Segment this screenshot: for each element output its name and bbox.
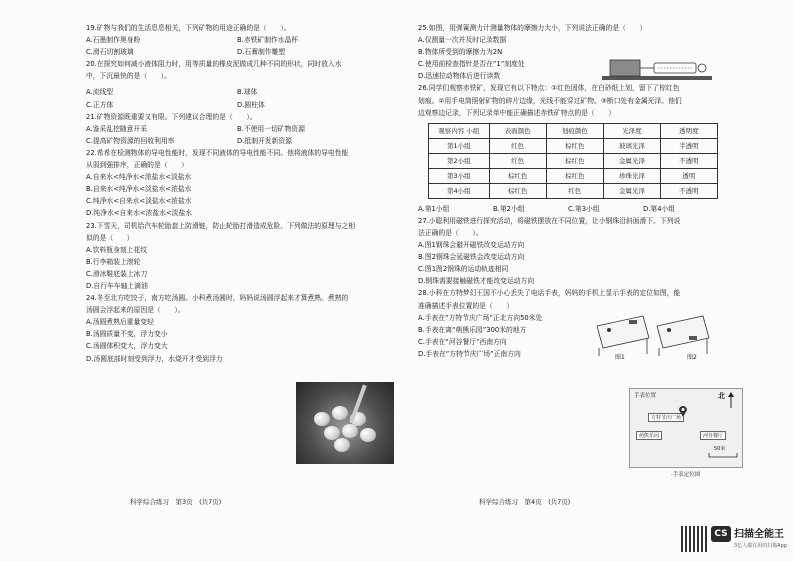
q27-stem-2: 法正确的是（ ）。: [418, 228, 483, 237]
q22-stem-2: 从弱到强排序，正确的是（ ）: [86, 161, 188, 170]
table-header-cell: 光泽度: [603, 123, 660, 138]
left-questions: [86, 22, 388, 365]
table-row: [429, 168, 718, 183]
table-cell: 棕红色: [546, 168, 603, 183]
q22-stem-1: 22.希希在检测物体的导电性能时，发现不同液体的导电性能不同。他将液体的导电性能: [86, 148, 349, 157]
spring-scale-figure: [602, 56, 712, 82]
q19-option-b: B.赤铁矿制作水晶杯: [237, 36, 299, 45]
table-cell: 第2小组: [429, 153, 490, 168]
table-header-row: [429, 123, 718, 138]
map-scale-label: 50米: [714, 446, 726, 452]
figure-2: [657, 316, 709, 356]
table-cell: 红色: [489, 153, 546, 168]
q20-option-a: A.流线型: [86, 88, 114, 97]
q22-option-b: B.自来水<纯净水<淡盐水<浓盐水: [86, 185, 192, 194]
table-cell: 棕红色: [546, 138, 603, 153]
q23-option-b: B.行李箱装上滚轮: [86, 257, 141, 266]
table-surface: [602, 76, 712, 80]
watch-location-map: [629, 388, 743, 468]
table-cell: 棕红色: [489, 183, 546, 198]
table-cell: 珍珠光泽: [603, 168, 660, 183]
table-cell: 半透明: [660, 138, 717, 153]
q28-option-b: B.手表在离“萌熊乐园”300米的地方: [418, 325, 527, 334]
q24-option-d: D.汤圆底部时刻受到浮力，水烧开才受到浮力: [86, 354, 223, 363]
q19-option-d: D.石膏制作雕塑: [237, 48, 286, 57]
q23-stem-1: 23.下雪天，司机给汽车轮胎套上防滑链，防止轮胎打滑造成危险。下列做法的原理与之相: [86, 221, 356, 230]
q20-stem-2: 中，下沉最快的是（ ）。: [86, 72, 171, 81]
north-arrow-icon: [727, 392, 735, 408]
observation-table: [428, 123, 718, 199]
table-header-cell: 表面颜色: [489, 123, 546, 138]
left-footer: 科学综合练习 第3页 (共7页): [130, 498, 222, 506]
table-header-cell: 透明度: [660, 123, 717, 138]
magnet-ramp-figures: [593, 308, 713, 358]
table-cell: 棕红色: [546, 153, 603, 168]
location-pin-icon: [678, 405, 688, 417]
q24-option-b: B.汤圆质量不变，浮力变小: [86, 330, 168, 339]
qr-code-icon: [681, 526, 707, 552]
q21-option-c: C.提高矿物资源的回收利用率: [86, 136, 175, 145]
right-page: [397, 0, 794, 561]
q28-stem-2: 准确描述手表位置的是（ ）: [418, 301, 514, 310]
q27-stem-1: 27.小聪利用磁铁进行探究活动，将磁铁摆放在不同位置，让小钢珠沿斜面滑下。下列说: [418, 216, 681, 225]
table-cell: 金属光泽: [603, 153, 660, 168]
magnet: [629, 320, 637, 324]
q26-option-a: A.第1小组: [418, 204, 450, 213]
q27-option-d: D.钢珠需要接触磁铁才能改变运动方向: [418, 277, 535, 286]
block: [610, 60, 640, 76]
steel-ball: [607, 328, 611, 332]
q20-option-d: D.圆柱体: [237, 100, 265, 109]
q21-option-d: D.抵制开发新资源: [237, 136, 292, 145]
q20-option-b: B.球体: [237, 88, 258, 97]
table-cell: 第3小组: [429, 168, 490, 183]
steel-ball: [667, 328, 671, 332]
q24-option-c: C.汤圆体积变大，浮力变大: [86, 342, 168, 351]
q22-option-a: A.自来水<纯净水<浓盐水<淡盐水: [86, 173, 192, 182]
table-cell: 不透明: [660, 183, 717, 198]
table-row: [429, 138, 718, 153]
q23-option-d: D.自行车车轴上滴油: [86, 281, 148, 290]
right-footer: 科学综合练习 第4页 (共7页): [479, 498, 571, 506]
table-cell: 棕红色: [489, 168, 546, 183]
q28-option-d: D.手表在“方特节庆广场”正南方向: [418, 349, 521, 358]
q28-option-c: C.手表在“河谷餐厅”西南方向: [418, 337, 507, 346]
q25-stem: 25.如图，用弹簧测力计测量物体的摩擦力大小，下列说法正确的是（ ）: [418, 24, 647, 32]
camscanner-logo: CS: [711, 526, 731, 542]
table-row: [429, 153, 718, 168]
q25-option-d: D.迅速拉动物体后进行读数: [418, 72, 501, 81]
q21-stem: 21.矿物资源既重要又有限。下列建议合理的是（ ）。: [86, 112, 257, 121]
scanner-app-name: 扫描全能王: [734, 529, 784, 540]
table-cell: 玻璃光泽: [603, 138, 660, 153]
figure-1: [597, 316, 649, 356]
table-cell: 红色: [489, 138, 546, 153]
q23-option-c: C.滑冰鞋底装上冰刀: [86, 269, 148, 278]
q24-stem-2: 汤圆会浮起来的原因是（ ）。: [86, 306, 185, 315]
q21-option-a: A.鉴采乱挖随意开采: [86, 124, 148, 133]
q20-stem-1: 20.在探究如何减小液体阻力时，用等质量的橡皮泥做成几种不同的形状，同时放入水: [86, 60, 342, 69]
magnet: [689, 336, 697, 340]
scanner-app-tagline: 3亿人都在用的扫描App: [734, 543, 787, 549]
spring-scale: [654, 63, 696, 73]
table-header-cell: 观察内容 小组: [429, 123, 490, 138]
table-row: [429, 183, 718, 198]
q28-option-a: A.手表在“方特节庆广场”正北方向50米处: [418, 313, 543, 322]
q24-stem-1: 24.冬至北方吃饺子，南方吃汤圆。小科煮汤圆时，妈妈说汤圆浮起来才算煮熟。煮熟的: [86, 294, 349, 303]
q27-option-c: C.图1图2钢珠的运动轨迹相同: [418, 265, 509, 274]
q23-option-a: A.饮料瓶身刻上花纹: [86, 245, 148, 254]
tangyuan-photo: [296, 382, 394, 464]
q19-option-a: A.石墨制作奥身粉: [86, 36, 141, 45]
q25-option-c: C.使用前检查指针是否在“1”刻度处: [418, 60, 525, 69]
q28-stem-1: 28.小科在方特梦幻王国不小心丢失了电话手表，妈妈的手机上显示手表的定位如图，能: [418, 289, 681, 298]
spring-scale-hook: [698, 64, 706, 72]
figure-2-label: 图2: [687, 354, 697, 361]
north-label: 北: [718, 392, 725, 400]
table-cell: 第1小组: [429, 138, 490, 153]
q23-stem-2: 似的是（ ）: [86, 233, 134, 242]
table-cell: 红色: [546, 183, 603, 198]
q19-stem: 19.矿物与我们的生活息息相关，下列矿物的用途正确的是（ ）。: [86, 24, 291, 32]
q26-stem-3: 边观察边记录，下列记录单中能正确描述赤铁矿特点的是（ ）: [418, 108, 616, 117]
table-cell: 金属光泽: [603, 183, 660, 198]
q19-option-c: C.滑石切割玻璃: [86, 48, 134, 57]
table-header-cell: 划痕颜色: [546, 123, 603, 138]
map-place-1: 方特节庆广场: [648, 413, 684, 422]
q26-option-b: B.第2小组: [493, 204, 525, 213]
map-caption: ·手表定位图: [671, 472, 701, 478]
map-place-2: 萌熊乐园: [636, 431, 662, 440]
q26-option-c: C.第3小组: [568, 204, 600, 213]
q22-option-d: D.纯净水<自来水<浓盐水<淡盐水: [86, 209, 193, 218]
q21-option-b: B.不使用一切矿物资源: [237, 124, 305, 133]
table-cell: 不透明: [660, 153, 717, 168]
q20-option-c: C.正方体: [86, 100, 114, 109]
map-title: 手表位置: [634, 393, 657, 399]
scale-bar: [708, 453, 738, 458]
table-cell: 透明: [660, 168, 717, 183]
q22-option-c: C.纯净水<自来水<淡盐水<浓盐水: [86, 197, 192, 206]
q27-option-a: A.图1钢珠会避开磁铁改变运动方向: [418, 241, 525, 250]
q24-option-a: A.汤圆煮熟后重量变轻: [86, 318, 154, 327]
q26-stem-1: 26.同学们观察赤铁矿，发现它有以下特点：①红色固体，在白砂纸上划，留下了棕红色: [418, 84, 680, 93]
figure-1-label: 图1: [615, 354, 625, 361]
q25-option-a: A.仅测量一次并及时记录数据: [418, 36, 507, 45]
q25-option-b: B.物体所受到的摩擦力为2N: [418, 48, 503, 57]
q26-option-d: D.第4小组: [643, 204, 676, 213]
table-cell: 第4小组: [429, 183, 490, 198]
q26-stem-2: 划痕。②用手电筒照射矿物的碎片边缘，光线不能穿过矿物。③断口处有金属光泽。他们: [418, 96, 682, 105]
q27-option-b: B.图2钢珠会延磁铁会改变运动方向: [418, 253, 525, 262]
map-place-3: 河谷餐厅: [700, 431, 726, 440]
